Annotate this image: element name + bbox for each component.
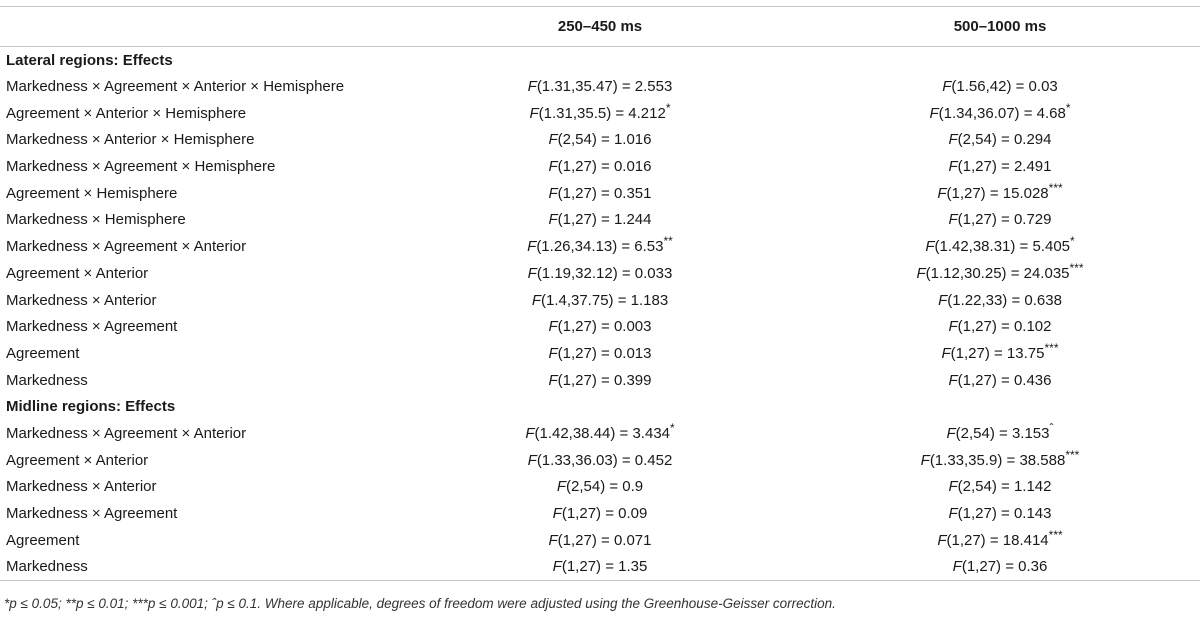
value-500-1000 bbox=[800, 313, 1200, 340]
stat-symbol: F bbox=[527, 238, 537, 256]
stat-value: (2,54) = 1.142 bbox=[957, 478, 1052, 496]
stat-value: (1,27) = 1.35 bbox=[561, 558, 648, 576]
stat-symbol: F bbox=[548, 211, 558, 229]
stat-symbol: F bbox=[925, 238, 935, 256]
effect-label: Agreement × Anterior × Hemisphere bbox=[6, 104, 247, 122]
stat-symbol: F bbox=[548, 344, 558, 362]
stat-symbol: F bbox=[529, 104, 539, 122]
table-row bbox=[0, 313, 1200, 340]
significance-marker: ** bbox=[663, 234, 673, 249]
effect-label: Agreement bbox=[6, 531, 80, 549]
stat-value: (1,27) = 0.09 bbox=[561, 505, 648, 523]
value-500-1000 bbox=[800, 447, 1200, 474]
stat-value: (1,27) = 15.028 bbox=[946, 184, 1049, 202]
effect-label: Agreement × Hemisphere bbox=[6, 184, 178, 202]
stat-symbol: F bbox=[548, 184, 558, 202]
value-250-450 bbox=[400, 153, 800, 180]
significance-marker: *** bbox=[1069, 260, 1084, 275]
section-header-row bbox=[0, 393, 1200, 420]
significance-marker: * bbox=[1065, 100, 1071, 115]
value-250-450 bbox=[400, 554, 800, 581]
stat-value: (1.42,38.44) = 3.434 bbox=[534, 424, 671, 442]
value-500-1000 bbox=[800, 73, 1200, 100]
effect-label: Agreement × Anterior bbox=[6, 451, 149, 469]
effect-label: Markedness bbox=[0, 554, 400, 581]
stat-symbol: F bbox=[527, 78, 537, 96]
stat-value: (1.4,37.75) = 1.183 bbox=[540, 291, 669, 309]
value-500-1000 bbox=[800, 207, 1200, 234]
value-250-450 bbox=[400, 73, 800, 100]
value-500-1000 bbox=[800, 287, 1200, 314]
effect-label: Markedness × Anterior bbox=[6, 291, 157, 309]
table-row bbox=[0, 474, 1200, 501]
stat-symbol: F bbox=[948, 318, 958, 336]
effect-label: Markedness × Agreement × Anterior × Hemisphere bbox=[6, 78, 345, 96]
stat-value: (1,27) = 0.351 bbox=[557, 184, 652, 202]
stat-symbol: F bbox=[952, 558, 962, 576]
stat-symbol: F bbox=[941, 344, 951, 362]
effect-label: Markedness × Agreement bbox=[6, 318, 178, 336]
stat-symbol: F bbox=[948, 505, 958, 523]
section-header-row bbox=[0, 47, 1200, 74]
section-title: Midline regions: Effects bbox=[6, 398, 176, 416]
stat-value: (1,27) = 0.013 bbox=[557, 344, 652, 362]
value-250-450 bbox=[400, 207, 800, 234]
stat-value: (1,27) = 0.016 bbox=[557, 158, 652, 176]
stat-value: (1.33,36.03) = 0.452 bbox=[536, 451, 673, 469]
stat-symbol: F bbox=[548, 371, 558, 389]
table-row bbox=[0, 500, 1200, 527]
value-250-450 bbox=[400, 447, 800, 474]
table-row bbox=[0, 554, 1200, 581]
effect-label: Markedness × Agreement × Hemisphere bbox=[6, 158, 276, 176]
stat-value: (1,27) = 1.244 bbox=[557, 211, 652, 229]
effect-label: Markedness × Agreement × Anterior bbox=[6, 424, 247, 442]
stat-value: (1,27) = 0.143 bbox=[957, 505, 1052, 523]
value-250-450 bbox=[400, 287, 800, 314]
table-row bbox=[0, 527, 1200, 554]
stat-symbol: F bbox=[946, 424, 956, 442]
table-row bbox=[0, 420, 1200, 447]
significance-marker: * bbox=[665, 100, 671, 115]
value-250-450 bbox=[400, 233, 800, 260]
effect-label: Markedness × Anterior × Hemisphere bbox=[6, 131, 255, 149]
value-500-1000 bbox=[800, 474, 1200, 501]
value-500-1000 bbox=[800, 527, 1200, 554]
table-row bbox=[0, 340, 1200, 367]
stat-value: (1,27) = 0.36 bbox=[961, 558, 1048, 576]
table-row bbox=[0, 207, 1200, 234]
effect-label: Markedness × Agreement × Anterior bbox=[6, 238, 247, 256]
stat-symbol: F bbox=[552, 558, 562, 576]
table-row bbox=[0, 287, 1200, 314]
stat-symbol: F bbox=[948, 371, 958, 389]
effect-label: Markedness × Agreement bbox=[6, 505, 178, 523]
stat-symbol: F bbox=[948, 131, 958, 149]
value-500-1000 bbox=[800, 500, 1200, 527]
stat-symbol: F bbox=[948, 478, 958, 496]
stat-value: (1.31,35.47) = 2.553 bbox=[536, 78, 673, 96]
stat-value: (2,54) = 0.9 bbox=[566, 478, 644, 496]
header-window-500-1000: 500–1000 ms bbox=[800, 7, 1200, 47]
table-row bbox=[0, 260, 1200, 287]
stat-symbol: F bbox=[548, 531, 558, 549]
stat-value: (1,27) = 0.003 bbox=[557, 318, 652, 336]
significance-marker: *** bbox=[1048, 527, 1063, 542]
effect-label: Markedness × Anterior bbox=[6, 478, 157, 496]
table-row bbox=[0, 233, 1200, 260]
value-500-1000 bbox=[800, 153, 1200, 180]
stat-value: (1.12,30.25) = 24.035 bbox=[925, 264, 1070, 282]
value-500-1000 bbox=[800, 180, 1200, 207]
stat-symbol: F bbox=[531, 291, 541, 309]
effect-label: Markedness × Hemisphere bbox=[6, 211, 186, 229]
stat-symbol: F bbox=[527, 451, 537, 469]
stat-symbol: F bbox=[948, 158, 958, 176]
stat-symbol: F bbox=[552, 505, 562, 523]
value-500-1000 bbox=[800, 100, 1200, 127]
value-250-450 bbox=[400, 127, 800, 154]
stat-value: (1,27) = 18.414 bbox=[946, 531, 1049, 549]
table-row bbox=[0, 100, 1200, 127]
stat-value: (1,27) = 0.071 bbox=[557, 531, 652, 549]
stat-value: (1,27) = 2.491 bbox=[957, 158, 1052, 176]
value-250-450 bbox=[400, 260, 800, 287]
value-500-1000 bbox=[800, 260, 1200, 287]
table-row bbox=[0, 367, 1200, 394]
stat-symbol: F bbox=[916, 264, 926, 282]
stat-symbol: F bbox=[525, 424, 535, 442]
effect-label: Agreement bbox=[6, 344, 80, 362]
value-500-1000 bbox=[800, 554, 1200, 581]
value-250-450 bbox=[400, 313, 800, 340]
value-250-450 bbox=[400, 420, 800, 447]
value-250-450 bbox=[400, 180, 800, 207]
value-500-1000 bbox=[800, 420, 1200, 447]
anova-results-table bbox=[0, 6, 1200, 581]
stat-value: (1,27) = 0.399 bbox=[557, 371, 652, 389]
value-250-450 bbox=[400, 340, 800, 367]
stat-value: (1.31,35.5) = 4.212 bbox=[538, 104, 666, 122]
stat-value: (1,27) = 0.729 bbox=[957, 211, 1052, 229]
value-500-1000 bbox=[800, 367, 1200, 394]
stat-value: (1,27) = 13.75 bbox=[950, 344, 1045, 362]
stat-value: (1.33,35.9) = 38.588 bbox=[929, 451, 1066, 469]
significance-marker: *** bbox=[1048, 180, 1063, 195]
significance-marker: *** bbox=[1044, 340, 1059, 355]
table-row bbox=[0, 127, 1200, 154]
table-row bbox=[0, 73, 1200, 100]
value-500-1000 bbox=[800, 233, 1200, 260]
value-500-1000 bbox=[800, 127, 1200, 154]
significance-marker: * bbox=[670, 420, 675, 435]
stat-value: (1,27) = 0.102 bbox=[957, 318, 1052, 336]
section-title: Lateral regions: Effects bbox=[6, 51, 173, 69]
stat-value: (2,54) = 3.153 bbox=[955, 424, 1050, 442]
effect-label: Agreement × Anterior bbox=[6, 264, 149, 282]
stat-symbol: F bbox=[948, 211, 958, 229]
effect-label: Markedness bbox=[6, 371, 88, 389]
table-body bbox=[0, 47, 1200, 581]
significance-marker: *** bbox=[1065, 447, 1080, 462]
stat-value: (1.42,38.31) = 5.405 bbox=[934, 238, 1071, 256]
table-row bbox=[0, 153, 1200, 180]
significance-marker: * bbox=[1070, 234, 1075, 249]
value-250-450 bbox=[400, 527, 800, 554]
value-500-1000 bbox=[800, 340, 1200, 367]
stat-value: (1,27) = 0.436 bbox=[957, 371, 1052, 389]
stat-value: (1.56,42) = 0.03 bbox=[951, 78, 1058, 96]
table-header-row bbox=[0, 7, 1200, 47]
stat-symbol: F bbox=[929, 104, 939, 122]
value-250-450 bbox=[400, 500, 800, 527]
stat-value: (1.26,34.13) = 6.53 bbox=[536, 238, 664, 256]
stat-value: (1.19,32.12) = 0.033 bbox=[536, 264, 673, 282]
stat-symbol: F bbox=[556, 478, 567, 496]
stat-symbol: F bbox=[937, 531, 947, 549]
table-row bbox=[0, 180, 1200, 207]
stat-value: (2,54) = 1.016 bbox=[557, 131, 652, 149]
stat-symbol: F bbox=[527, 264, 537, 282]
stat-symbol: F bbox=[942, 78, 952, 96]
stat-symbol: F bbox=[937, 184, 947, 202]
stat-symbol: F bbox=[920, 451, 930, 469]
stat-symbol: F bbox=[548, 158, 558, 176]
value-250-450 bbox=[400, 474, 800, 501]
stat-value: (2,54) = 0.294 bbox=[957, 131, 1052, 149]
table-row bbox=[0, 447, 1200, 474]
stat-value: (1.22,33) = 0.638 bbox=[947, 291, 1062, 309]
value-250-450 bbox=[400, 100, 800, 127]
stat-value: (1.34,36.07) = 4.68 bbox=[938, 104, 1066, 122]
stat-symbol: F bbox=[938, 291, 948, 309]
stat-symbol: F bbox=[548, 318, 558, 336]
header-effect bbox=[0, 7, 400, 47]
table-footnote: *p ≤ 0.05; **p ≤ 0.01; ***p ≤ 0.001; ˆp ≤ 0.1. Where applicable, degrees of freedom were adjusted using the Greenhouse-Geisser correction. bbox=[4, 596, 836, 611]
value-250-450 bbox=[400, 367, 800, 394]
header-window-250-450: 250–450 ms bbox=[400, 7, 800, 47]
significance-marker: ˆ bbox=[1049, 420, 1054, 435]
stat-symbol: F bbox=[548, 131, 558, 149]
